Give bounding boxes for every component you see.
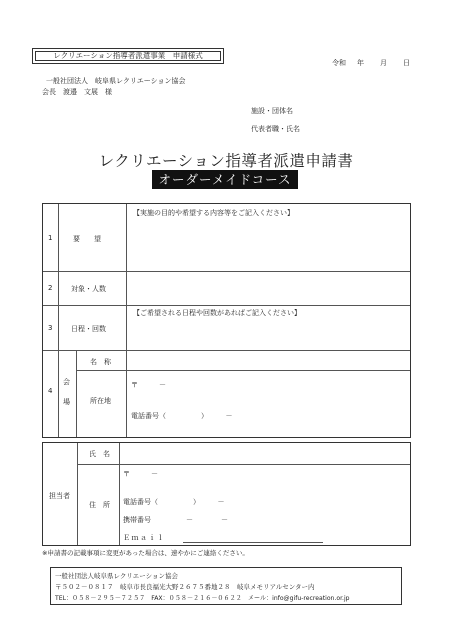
date-year: 年 — [357, 59, 364, 67]
contact-label: 担当者 — [49, 492, 70, 500]
venue-phone: 電話番号（ ） － — [131, 412, 233, 420]
row1-number: 1 — [48, 234, 53, 242]
recipient-person: 会長 渡邉 文展 様 — [42, 88, 112, 96]
document-title: レクリエーション指導者派遣申請書 — [98, 152, 354, 170]
row2-label: 対象・人数 — [71, 285, 106, 293]
date-era: 令和 — [332, 59, 346, 67]
row1-label: 要 望 — [73, 235, 101, 243]
contact-phone: 電話番号（ ） － — [123, 498, 225, 506]
contact-email-label: Ｅｍａｉｌ — [123, 534, 166, 542]
request-table — [42, 203, 411, 438]
row3-label: 日程・回数 — [71, 325, 106, 333]
contact-table — [42, 442, 411, 546]
contact-mobile: 携帯番号 － － — [123, 516, 228, 524]
contact-name-input[interactable] — [120, 443, 410, 464]
representative-label: 代表者職・氏名 — [251, 125, 300, 133]
footer-org: 一般社団法人岐阜県レクリエーション協会 — [55, 572, 178, 580]
date-day: 日 — [403, 59, 410, 67]
footer-contact: TEL：０５８－２９５－７２５７ FAX：０５８－２１６－０６２２ メール：info@gifu-recreation.or.jp — [55, 595, 350, 602]
form-label: レクリエーション指導者派遣事業 申請様式 — [53, 51, 203, 60]
contact-postal: 〒 － — [123, 470, 158, 478]
recipient-org: 一般社団法人 岐阜県レクリエーション協会 — [46, 77, 186, 85]
venue-name-label: 名 称 — [90, 358, 111, 366]
row3-hint: 【ご希望される日程や回数があればご記入ください】 — [133, 309, 301, 317]
venue-name-input[interactable] — [127, 351, 410, 370]
contact-email-input[interactable] — [183, 531, 323, 542]
date-month: 月 — [380, 59, 387, 67]
venue-label-top: 会 — [63, 378, 70, 386]
footer-box — [50, 567, 402, 605]
form-label-box — [32, 48, 224, 64]
contact-name-label: 氏 名 — [89, 450, 110, 458]
facility-label: 施設・団体名 — [251, 107, 293, 115]
request-input-area[interactable] — [127, 218, 410, 271]
row3-number: 3 — [48, 324, 53, 332]
row2-number: 2 — [48, 284, 53, 292]
document-subtitle: オーダーメイドコース — [152, 170, 298, 189]
row1-hint: 【実施の目的や希望する内容等をご記入ください】 — [133, 209, 294, 217]
change-notice: ※申請書の記載事項に変更があった場合は、速やかにご連絡ください。 — [42, 549, 249, 557]
venue-address-label: 所在地 — [90, 397, 111, 405]
contact-address-label: 住 所 — [89, 501, 110, 509]
schedule-input-area[interactable] — [127, 318, 410, 350]
row4-number: 4 — [48, 387, 53, 395]
target-count-input-area[interactable] — [127, 272, 410, 305]
venue-label-bottom: 場 — [63, 398, 70, 406]
footer-address: 〒５０２－０８１７ 岐阜市長良福光大野２６７５番地２８ 岐阜メモリアルセンター内 — [55, 583, 315, 591]
venue-postal: 〒 － — [131, 381, 166, 389]
